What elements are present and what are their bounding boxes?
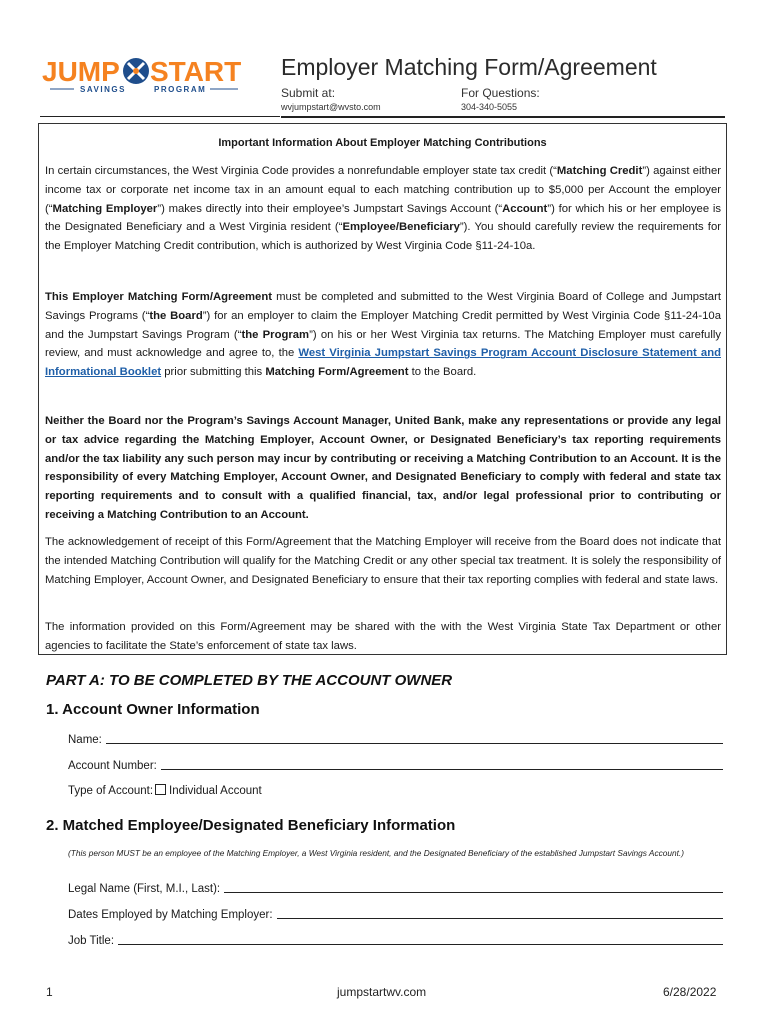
jumpstart-logo xyxy=(42,54,242,100)
account-type-row xyxy=(68,784,262,797)
info-box xyxy=(38,123,727,655)
paragraph-disclaimer: Neither the Board nor the Program’s Savings Account Manager, United Bank, make any representations or provide any legal or tax advice regarding the Matching Employer, Account Owner, or Designated Beneficiary’s tax reporting requirements and/or the tax liability any such person may incur by contributing or receiving a Matching Contribution to an Account. It is the responsibility of every Matching Employer, Account Owner, and Designated Beneficiary to comply with federal and state tax reporting requirements and to consult with a qualified financial, tax, and/or legal professional prior to contributing or receiving a Matching Contribution to an Account. xyxy=(45,415,721,521)
job-title-label: Job Title: xyxy=(68,935,115,947)
footer-date: 6/28/2022 xyxy=(663,985,717,999)
svg-text:START: START xyxy=(150,56,242,87)
account-number-label: Account Number: xyxy=(68,760,157,772)
header-divider xyxy=(281,116,725,118)
svg-text:PROGRAM: PROGRAM xyxy=(154,85,207,94)
questions-label: For Questions: xyxy=(461,86,540,100)
paragraph-acknowledgement: The acknowledgement of receipt of this Form/Agreement that the Matching Employer will receive from the Board does not indicate that the intended Matching Contribution will qualify for the Matching Credit or any other special tax treatment. It is solely the responsibility of Matching Employer, Account Owner, and Designated Beneficiary to ensure that their tax reporting complies with federal and state laws. xyxy=(45,536,721,586)
dates-employed-field[interactable] xyxy=(68,906,723,921)
job-title-input-line[interactable] xyxy=(118,932,723,945)
submit-email[interactable]: wvjumpstart@wvsto.com xyxy=(281,102,381,112)
paragraph-information-sharing: The information provided on this Form/Agreement may be shared with the with the West Virginia State Tax Department or other agencies to facilitate the State’s enforcement of state tax laws. xyxy=(45,621,721,652)
header-divider-left xyxy=(40,116,280,117)
individual-account-option: Individual Account xyxy=(169,785,262,797)
svg-text:JUMP: JUMP xyxy=(42,56,120,87)
individual-account-checkbox[interactable] xyxy=(155,784,166,795)
name-field[interactable] xyxy=(68,731,723,746)
questions-phone: 304-340-5055 xyxy=(461,102,518,112)
legal-name-input-line[interactable] xyxy=(224,880,723,893)
job-title-field[interactable] xyxy=(68,932,723,947)
paragraph-form-agreement: This Employer Matching Form/Agreement must be completed and submitted to the West Virginia Board of College and Jumpstart Savings Programs (“the Board”) for an employer to claim the Employer Matching Credit permitted by West Virginia Code §11-24-10a and the Jumpstart Savings Program (“the Program”) on his or her West Virginia tax returns. The Matching Employer must carefully review, and must acknowledge and agree to, the West Virginia Jumpstart Savings Program Account Disclosure Statement and Informational Booklet prior submitting this Matching Form/Agreement to the Board. xyxy=(45,291,721,379)
legal-name-field[interactable] xyxy=(68,880,723,895)
dates-employed-input-line[interactable] xyxy=(277,906,723,919)
section-2-title: 2. Matched Employee/Designated Beneficiary Information xyxy=(46,817,456,834)
part-a-title: PART A: TO BE COMPLETED BY THE ACCOUNT OWNER xyxy=(46,672,453,689)
legal-name-label: Legal Name (First, M.I., Last): xyxy=(68,883,221,895)
svg-text:SAVINGS: SAVINGS xyxy=(80,85,126,94)
account-number-field[interactable] xyxy=(68,757,723,772)
disclosure-booklet-link[interactable]: West Virginia Jumpstart Savings Program Account Disclosure Statement and Informational Booklet xyxy=(45,347,721,379)
account-number-input-line[interactable] xyxy=(161,757,723,770)
paragraph-matching-credit: In certain circumstances, the West Virginia Code provides a nonrefundable employer state tax credit (“Matching Credit”) against either income tax or corporate net income tax in an amount equal to each matching contribution up to $5,000 per Account the employer (“Matching Employer”) makes directly into their employee’s Jumpstart Savings Account (“Account”) for which his or her employee is the Designated Beneficiary and a West Virginia resident (“Employee/Beneficiary”). You should carefully review the requirements for the Employer Matching Credit contribution, which is authorized by West Virginia Code §11-24-10a. xyxy=(45,165,721,253)
form-title: Employer Matching Form/Agreement xyxy=(281,54,657,80)
dates-employed-label: Dates Employed by Matching Employer: xyxy=(68,909,273,921)
footer-website[interactable]: jumpstartwv.com xyxy=(337,985,427,999)
account-type-label: Type of Account: xyxy=(68,785,154,797)
submit-label: Submit at: xyxy=(281,86,336,100)
info-heading: Important Information About Employer Matching Contributions xyxy=(218,137,547,149)
beneficiary-note: (This person MUST be an employee of the Matching Employer, a West Virginia resident, and the Designated Beneficiary of the established Jumpstart Savings Account.) xyxy=(68,848,684,858)
page-number: 1 xyxy=(46,985,53,999)
name-input-line[interactable] xyxy=(106,731,723,744)
wrench-cross-icon xyxy=(123,58,149,84)
name-label: Name: xyxy=(68,734,102,746)
section-1-title: 1. Account Owner Information xyxy=(46,701,260,718)
